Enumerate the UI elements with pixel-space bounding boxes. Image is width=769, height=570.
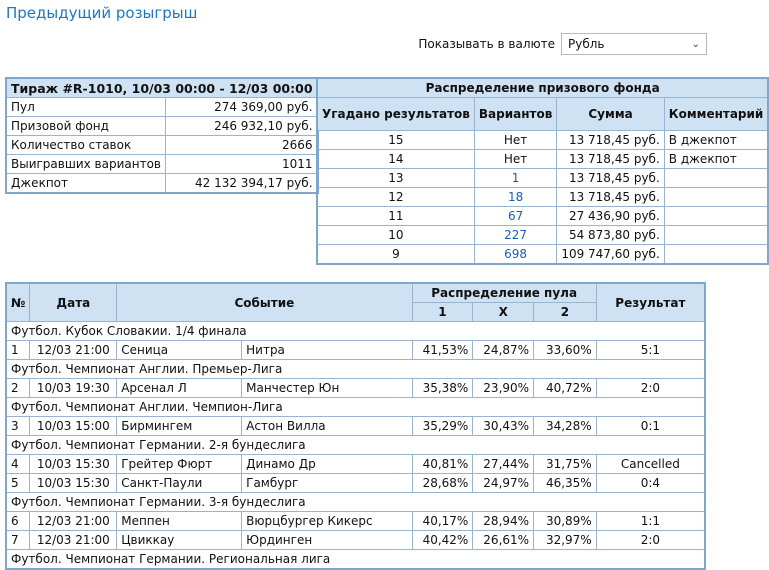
prize-guessed: 11 — [317, 207, 474, 226]
event-no: 4 — [6, 455, 30, 474]
event-pool-1: 40,81% — [412, 455, 473, 474]
event-pool-2: 33,60% — [534, 341, 597, 360]
event-no: 5 — [6, 474, 30, 493]
event-row — [6, 512, 705, 531]
col-pool: Распределение пула — [412, 283, 596, 303]
event-pool-x: 28,94% — [473, 512, 534, 531]
event-pool-x: 24,97% — [473, 474, 534, 493]
event-date: 12/03 21:00 — [30, 341, 117, 360]
prize-sum: 54 873,80 руб. — [557, 226, 664, 245]
prize-variants[interactable]: 67 — [474, 207, 556, 226]
event-group-row — [6, 398, 705, 417]
event-result: 2:0 — [596, 379, 705, 398]
prize-comment — [664, 188, 768, 207]
prize-fund-table — [316, 77, 769, 265]
event-pool-2: 30,89% — [534, 512, 597, 531]
col-pool-2: 2 — [534, 303, 597, 322]
event-pool-x: 26,61% — [473, 531, 534, 550]
event-date: 10/03 15:30 — [30, 455, 117, 474]
prize-sum: 13 718,45 руб. — [557, 188, 664, 207]
prize-guessed: 15 — [317, 131, 474, 150]
event-group-title: Футбол. Чемпионат Англии. Премьер-Лига — [6, 360, 705, 379]
event-group-row — [6, 436, 705, 455]
col-comment: Комментарий — [664, 98, 768, 131]
page-title: Предыдущий розыгрыш — [6, 4, 198, 22]
event-row — [6, 531, 705, 550]
event-group-title: Футбол. Чемпионат Германии. 2-я бундеслига — [6, 436, 705, 455]
event-pool-1: 35,29% — [412, 417, 473, 436]
draw-info-header: Тираж #R-1010, 10/03 00:00 - 12/03 00:00 — [6, 78, 318, 98]
event-home-team: Грейтер Фюрт — [117, 455, 242, 474]
prize-sum: 13 718,45 руб. — [557, 131, 664, 150]
prize-sum: 27 436,90 руб. — [557, 207, 664, 226]
col-pool-x: X — [473, 303, 534, 322]
event-away-team: Вюрцбургер Кикерс — [242, 512, 412, 531]
event-home-team: Цвиккау — [117, 531, 242, 550]
prize-fund-row — [317, 245, 768, 265]
prize-comment — [664, 207, 768, 226]
prize-variants: Нет — [474, 131, 556, 150]
draw-info-value: 1011 — [166, 155, 318, 174]
event-away-team: Юрдинген — [242, 531, 412, 550]
prize-fund-row — [317, 226, 768, 245]
event-row — [6, 474, 705, 493]
prize-variants: Нет — [474, 150, 556, 169]
event-pool-x: 27,44% — [473, 455, 534, 474]
event-group-title: Футбол. Чемпионат Германии. 3-я бундеслига — [6, 493, 705, 512]
prize-comment — [664, 226, 768, 245]
prize-guessed: 10 — [317, 226, 474, 245]
event-away-team: Гамбург — [242, 474, 412, 493]
event-away-team: Динамо Др — [242, 455, 412, 474]
event-no: 2 — [6, 379, 30, 398]
prize-sum: 13 718,45 руб. — [557, 150, 664, 169]
event-pool-1: 41,53% — [412, 341, 473, 360]
col-no: № — [6, 283, 30, 322]
draw-info-label: Джекпот — [6, 174, 166, 194]
event-result: 1:1 — [596, 512, 705, 531]
col-guessed: Угадано результатов — [317, 98, 474, 131]
event-pool-x: 24,87% — [473, 341, 534, 360]
event-group-title: Футбол. Чемпионат Германии. Региональная лига — [6, 550, 705, 570]
event-no: 1 — [6, 341, 30, 360]
event-pool-1: 40,17% — [412, 512, 473, 531]
prize-guessed: 13 — [317, 169, 474, 188]
prize-fund-row — [317, 150, 768, 169]
event-home-team: Санкт-Паули — [117, 474, 242, 493]
currency-select-value: Рубль — [568, 37, 605, 51]
event-pool-x: 30,43% — [473, 417, 534, 436]
event-date: 10/03 19:30 — [30, 379, 117, 398]
event-date: 12/03 21:00 — [30, 512, 117, 531]
event-row — [6, 379, 705, 398]
prize-fund-row — [317, 188, 768, 207]
col-pool-1: 1 — [412, 303, 473, 322]
event-group-row — [6, 550, 705, 570]
draw-info-row — [6, 174, 318, 194]
prize-comment: В джекпот — [664, 131, 768, 150]
prize-fund-row — [317, 207, 768, 226]
event-home-team: Меппен — [117, 512, 242, 531]
col-date: Дата — [30, 283, 117, 322]
event-pool-2: 32,97% — [534, 531, 597, 550]
draw-info-value: 246 932,10 руб. — [166, 117, 318, 136]
event-no: 3 — [6, 417, 30, 436]
event-group-row — [6, 493, 705, 512]
draw-info-label: Количество ставок — [6, 136, 166, 155]
event-away-team: Астон Вилла — [242, 417, 412, 436]
draw-info-value: 274 369,00 руб. — [166, 98, 318, 117]
event-result: 2:0 — [596, 531, 705, 550]
event-no: 7 — [6, 531, 30, 550]
event-date: 10/03 15:00 — [30, 417, 117, 436]
draw-info-row — [6, 155, 318, 174]
prize-variants[interactable]: 698 — [474, 245, 556, 265]
draw-info-label: Призовой фонд — [6, 117, 166, 136]
prize-sum: 109 747,60 руб. — [557, 245, 664, 265]
prize-variants[interactable]: 1 — [474, 169, 556, 188]
col-sum: Сумма — [557, 98, 664, 131]
event-away-team: Манчестер Юн — [242, 379, 412, 398]
event-row — [6, 341, 705, 360]
event-pool-2: 34,28% — [534, 417, 597, 436]
prize-comment — [664, 169, 768, 188]
event-pool-2: 46,35% — [534, 474, 597, 493]
draw-info-row — [6, 117, 318, 136]
event-result: Cancelled — [596, 455, 705, 474]
draw-info-label: Выигравших вариантов — [6, 155, 166, 174]
prize-sum: 13 718,45 руб. — [557, 169, 664, 188]
event-date: 12/03 21:00 — [30, 531, 117, 550]
event-row — [6, 455, 705, 474]
event-row — [6, 417, 705, 436]
event-home-team: Арсенал Л — [117, 379, 242, 398]
col-event: Событие — [117, 283, 412, 322]
event-date: 10/03 15:30 — [30, 474, 117, 493]
col-result: Результат — [596, 283, 705, 322]
event-group-title: Футбол. Кубок Словакии. 1/4 финала — [6, 322, 705, 341]
chevron-down-icon: ⌄ — [691, 38, 700, 50]
event-pool-2: 31,75% — [534, 455, 597, 474]
event-result: 5:1 — [596, 341, 705, 360]
prize-comment: В джекпот — [664, 150, 768, 169]
currency-label: Показывать в валюте — [418, 37, 555, 51]
event-no: 6 — [6, 512, 30, 531]
draw-info-value: 42 132 394,17 руб. — [166, 174, 318, 194]
draw-info-value: 2666 — [166, 136, 318, 155]
event-result: 0:4 — [596, 474, 705, 493]
prize-fund-header: Распределение призового фонда — [317, 78, 768, 98]
prize-fund-row — [317, 169, 768, 188]
prize-variants[interactable]: 18 — [474, 188, 556, 207]
event-result: 0:1 — [596, 417, 705, 436]
currency-selector-row — [418, 33, 707, 55]
draw-info-row — [6, 136, 318, 155]
event-home-team: Сеница — [117, 341, 242, 360]
draw-info-row — [6, 98, 318, 117]
draw-info-table — [5, 77, 319, 194]
currency-select[interactable] — [561, 33, 707, 55]
prize-variants[interactable]: 227 — [474, 226, 556, 245]
event-pool-1: 28,68% — [412, 474, 473, 493]
draw-info-label: Пул — [6, 98, 166, 117]
event-pool-1: 40,42% — [412, 531, 473, 550]
event-away-team: Нитра — [242, 341, 412, 360]
event-group-title: Футбол. Чемпионат Англии. Чемпион-Лига — [6, 398, 705, 417]
event-group-row — [6, 360, 705, 379]
event-pool-x: 23,90% — [473, 379, 534, 398]
event-group-row — [6, 322, 705, 341]
prize-guessed: 12 — [317, 188, 474, 207]
event-pool-2: 40,72% — [534, 379, 597, 398]
event-home-team: Бирмингем — [117, 417, 242, 436]
event-pool-1: 35,38% — [412, 379, 473, 398]
prize-comment — [664, 245, 768, 265]
prize-fund-row — [317, 131, 768, 150]
col-variants: Вариантов — [474, 98, 556, 131]
prize-guessed: 9 — [317, 245, 474, 265]
events-table — [5, 282, 706, 570]
prize-guessed: 14 — [317, 150, 474, 169]
